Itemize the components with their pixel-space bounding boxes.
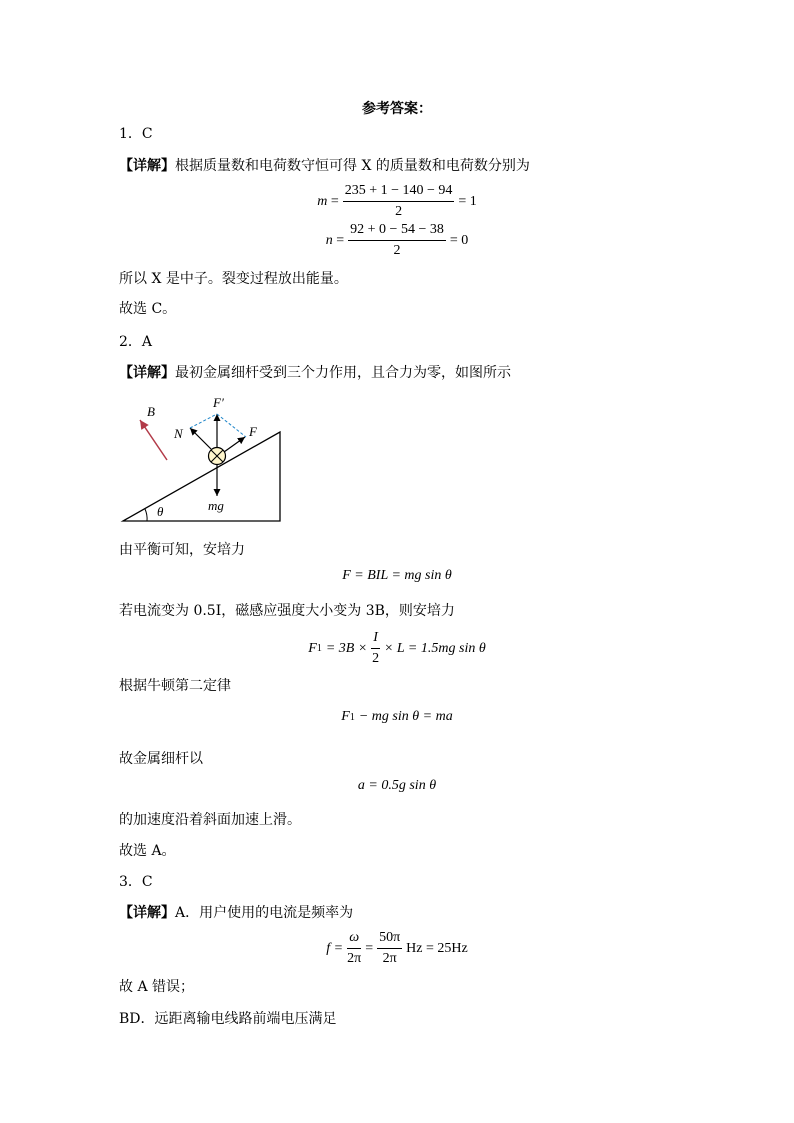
q2-eq2 xyxy=(0,630,794,667)
q3-frac2 xyxy=(377,930,402,967)
q2-line1: 由平衡可知，安培力 xyxy=(119,542,245,558)
q3-detail-text: A．用户使用的电流是频率为 xyxy=(175,905,354,921)
eq-n-lhs: n xyxy=(325,232,333,248)
q1-answer: 故选 C。 xyxy=(119,301,177,317)
q3-frac1-num: ω xyxy=(347,930,361,949)
angle-arc xyxy=(145,509,147,521)
q3-label: 3．C xyxy=(119,874,153,890)
dashed-line-1 xyxy=(190,414,217,428)
q2-eq4: a = 0.5g sin θ xyxy=(357,778,437,793)
f-label: F xyxy=(249,424,257,439)
fprime-label: F′ xyxy=(213,395,224,410)
q3-frac1 xyxy=(347,930,361,967)
eq2-right: × L = 1.5mg sin θ xyxy=(383,640,486,656)
eq-n-numerator: 92 + 0 − 54 − 38 xyxy=(348,222,446,241)
q1-detail-text: 根据质量数和电荷数守恒可得 X 的质量数和电荷数分别为 xyxy=(175,158,530,174)
q2-line5: 的加速度沿着斜面加速上滑。 xyxy=(119,812,301,828)
n-label: N xyxy=(174,426,183,441)
q2-detail-tag: 【详解】 xyxy=(119,365,175,381)
eq-n-denominator: 2 xyxy=(393,243,401,258)
eq-m-lhs: m xyxy=(317,193,328,209)
f-arrow xyxy=(224,437,245,452)
eq2-sub: 1 xyxy=(316,643,322,654)
b-label: B xyxy=(147,404,155,419)
eq-m-numerator: 235 + 1 − 140 − 94 xyxy=(343,183,455,202)
q1-equation-m: m = $\frac{235 + 1 - 140 - 94}{2}$ = 1 xyxy=(317,183,477,219)
incline xyxy=(123,432,280,521)
q2-eq1: F = BIL = mg sin θ xyxy=(342,568,452,583)
eq2-fraction xyxy=(371,630,380,667)
q2-answer: 故选 A。 xyxy=(119,843,176,859)
theta-label: θ xyxy=(157,504,164,519)
mg-label: mg xyxy=(208,498,224,513)
q3-frac2-num: 50π xyxy=(377,930,402,949)
q2-line3: 根据牛顿第二定律 xyxy=(119,678,231,694)
q2-line2: 若电流变为 0.5I，磁感应强度大小变为 3B，则安培力 xyxy=(119,603,455,619)
q3-detail xyxy=(119,904,353,922)
q3-line-a: 故 A 错误； xyxy=(119,979,195,995)
q1-conclusion: 所以 X 是中子。裂变过程放出能量。 xyxy=(119,271,348,287)
dashed-line-2 xyxy=(217,414,246,437)
q3-equation xyxy=(0,930,794,967)
eq3-f: F xyxy=(341,709,350,724)
eq2-denominator: 2 xyxy=(372,651,380,666)
force-diagram xyxy=(115,392,290,527)
eq3-sub: 1 xyxy=(349,711,355,723)
q1-detail-tag: 【详解】 xyxy=(119,158,175,174)
q1-equation-n: n = $\frac{92 + 0 - 54 - 38}{2}$ = 0 xyxy=(325,222,469,258)
eq-m-fraction xyxy=(343,183,455,220)
q3-frac2-den: 2π xyxy=(382,951,397,966)
b-field-arrow xyxy=(140,420,167,460)
eq-m-denominator: 2 xyxy=(395,204,403,219)
q3-frac1-den: 2π xyxy=(347,951,362,966)
q2-detail xyxy=(119,364,511,382)
eq-n-fraction xyxy=(348,222,446,259)
page-title: 参考答案： xyxy=(362,101,432,117)
eq3-right: − mg sin θ = ma xyxy=(358,709,453,724)
eq2-f: F xyxy=(308,640,317,656)
q3-eq-mid: = xyxy=(365,940,374,956)
q2-detail-text: 最初金属细杆受到三个力作用，且合力为零，如图所示 xyxy=(175,365,511,381)
q3-detail-tag: 【详解】 xyxy=(119,905,175,921)
q1-label: 1．C xyxy=(119,126,153,142)
q2-eq3 xyxy=(0,709,794,725)
q3-eq-right: Hz = 25Hz xyxy=(406,940,468,956)
eq2-mid: = 3B × xyxy=(325,640,368,656)
q1-detail xyxy=(119,157,530,175)
n-arrow xyxy=(190,428,211,449)
q3-eq-left: f = xyxy=(326,940,344,956)
q3-line-bd: BD．远距离输电线路前端电压满足 xyxy=(119,1011,337,1027)
eq2-numerator: I xyxy=(371,630,380,649)
eq-m-rhs: = 1 xyxy=(458,193,477,209)
eq-n-rhs: = 0 xyxy=(449,232,469,248)
q2-line4: 故金属细杆以 xyxy=(119,751,203,767)
q2-label: 2．A xyxy=(119,334,153,350)
